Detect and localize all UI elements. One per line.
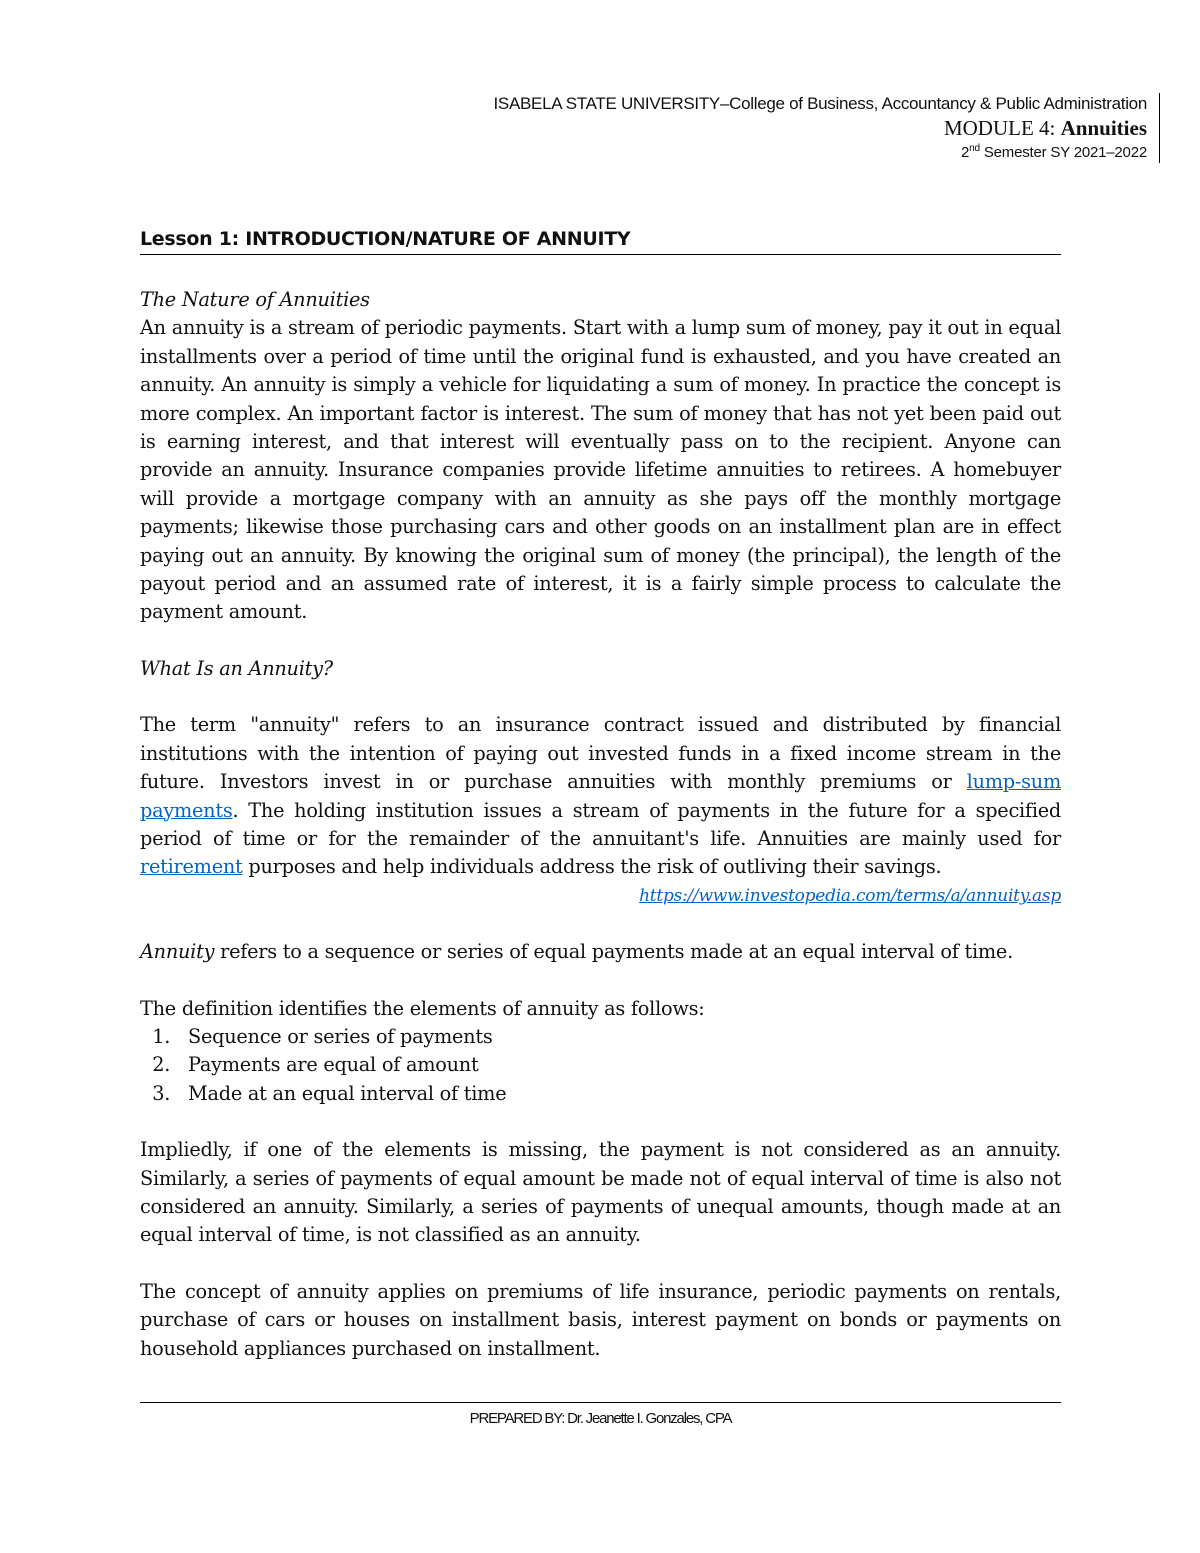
paragraph-nature: An annuity is a stream of periodic payments. Start with a lump sum of money, pay it out in equal installments over a period of time until the original fund is exhausted, and you have created an annuity. An annuity is simply a vehicle for liquidating a sum of money. In practice the concept is more complex. An important factor is interest. The sum of money that has not yet been paid out is earning interest, and that interest will eventually pass on to the recipient. Anyone can provide an annuity. Insurance companies provide lifetime annuities to retirees. A homebuyer will provide a mortgage company with an annuity as she pays off the monthly mortgage payments; likewise those purchasing cars and other goods on an installment plan are in effect paying out an annuity. By knowing the original sum of money (the principal), the length of the payout period and an assumed rate of interest, it is a fairly simple process to calculate the payment amount. xyxy=(140,316,1061,624)
document-header xyxy=(494,93,1161,163)
main-content xyxy=(140,286,1061,1363)
semester xyxy=(494,142,1148,163)
definition-paragraph xyxy=(140,938,1061,966)
semester-rest: Semester SY 2021–2022 xyxy=(983,144,1147,162)
list-item: 1. Sequence or series of payments xyxy=(176,1023,1061,1051)
elements-list xyxy=(140,1023,1061,1108)
list-item: 3. Made at an equal interval of time xyxy=(176,1080,1061,1108)
paragraph-what-is xyxy=(140,711,1061,881)
module-name: Annuities xyxy=(1060,116,1147,141)
semester-num: 2 xyxy=(960,144,970,162)
paragraph-concept: The concept of annuity applies on premiums of life insurance, periodic payments on rentals, purchase of cars or houses on installment basis, interest payment on bonds or payments on household appliances purchased on installment. xyxy=(140,1279,1061,1360)
what-is-text-3: purposes and help individuals address the risk of outliving their savings. xyxy=(242,855,942,879)
footer-divider xyxy=(140,1402,1061,1403)
section-heading-what-is: What Is an Annuity? xyxy=(140,656,333,680)
retirement-link[interactable]: retirement xyxy=(140,855,243,879)
definition-text: refers to a sequence or series of equal payments made at an equal interval of time. xyxy=(214,940,1013,964)
semester-sup: nd xyxy=(969,143,980,155)
what-is-text-2: . The holding institution issues a stream of payments in the future for a specified period of time or for the remainder of the annuitant's life. Annuities are mainly used for xyxy=(140,798,1061,850)
section-heading-nature: The Nature of Annuities xyxy=(140,288,370,311)
module-title xyxy=(494,115,1148,142)
footer-prepared-by: PREPARED BY: Dr. Jeanette I. Gonzales, CPA xyxy=(469,1410,732,1427)
university-name: ISABELA STATE UNIVERSITY–College of Business, Accountancy & Public Administration xyxy=(493,94,1147,113)
lump-sum-payments-link[interactable]: lump-sum payments xyxy=(140,770,1061,822)
lesson-title: Lesson 1: INTRODUCTION/NATURE OF ANNUITY xyxy=(140,228,1061,255)
what-is-text-1: The term "annuity" refers to an insurance contract issued and distributed by financial institutions with the intention of paying out invested funds in a fixed income stream in the future. Investors invest in or purchase annuities with monthly premiums or xyxy=(140,713,1061,794)
source-link[interactable]: https://www.investopedia.com/terms/a/annuity.asp xyxy=(639,885,1061,906)
definition-term: Annuity xyxy=(140,940,215,964)
paragraph-impliedly: Impliedly, if one of the elements is missing, the payment is not considered as an annuity. Similarly, a series of payments of equal amount be made not of equal interval of time is also not considered an annuity. Similarly, a series of payments of unequal amounts, though made at an equal interval of time, is not classified as an annuity. xyxy=(140,1138,1061,1247)
list-item: 2. Payments are equal of amount xyxy=(176,1051,1061,1079)
module-prefix: MODULE 4: xyxy=(943,116,1056,141)
elements-intro: The definition identifies the elements of annuity as follows: xyxy=(140,996,705,1020)
